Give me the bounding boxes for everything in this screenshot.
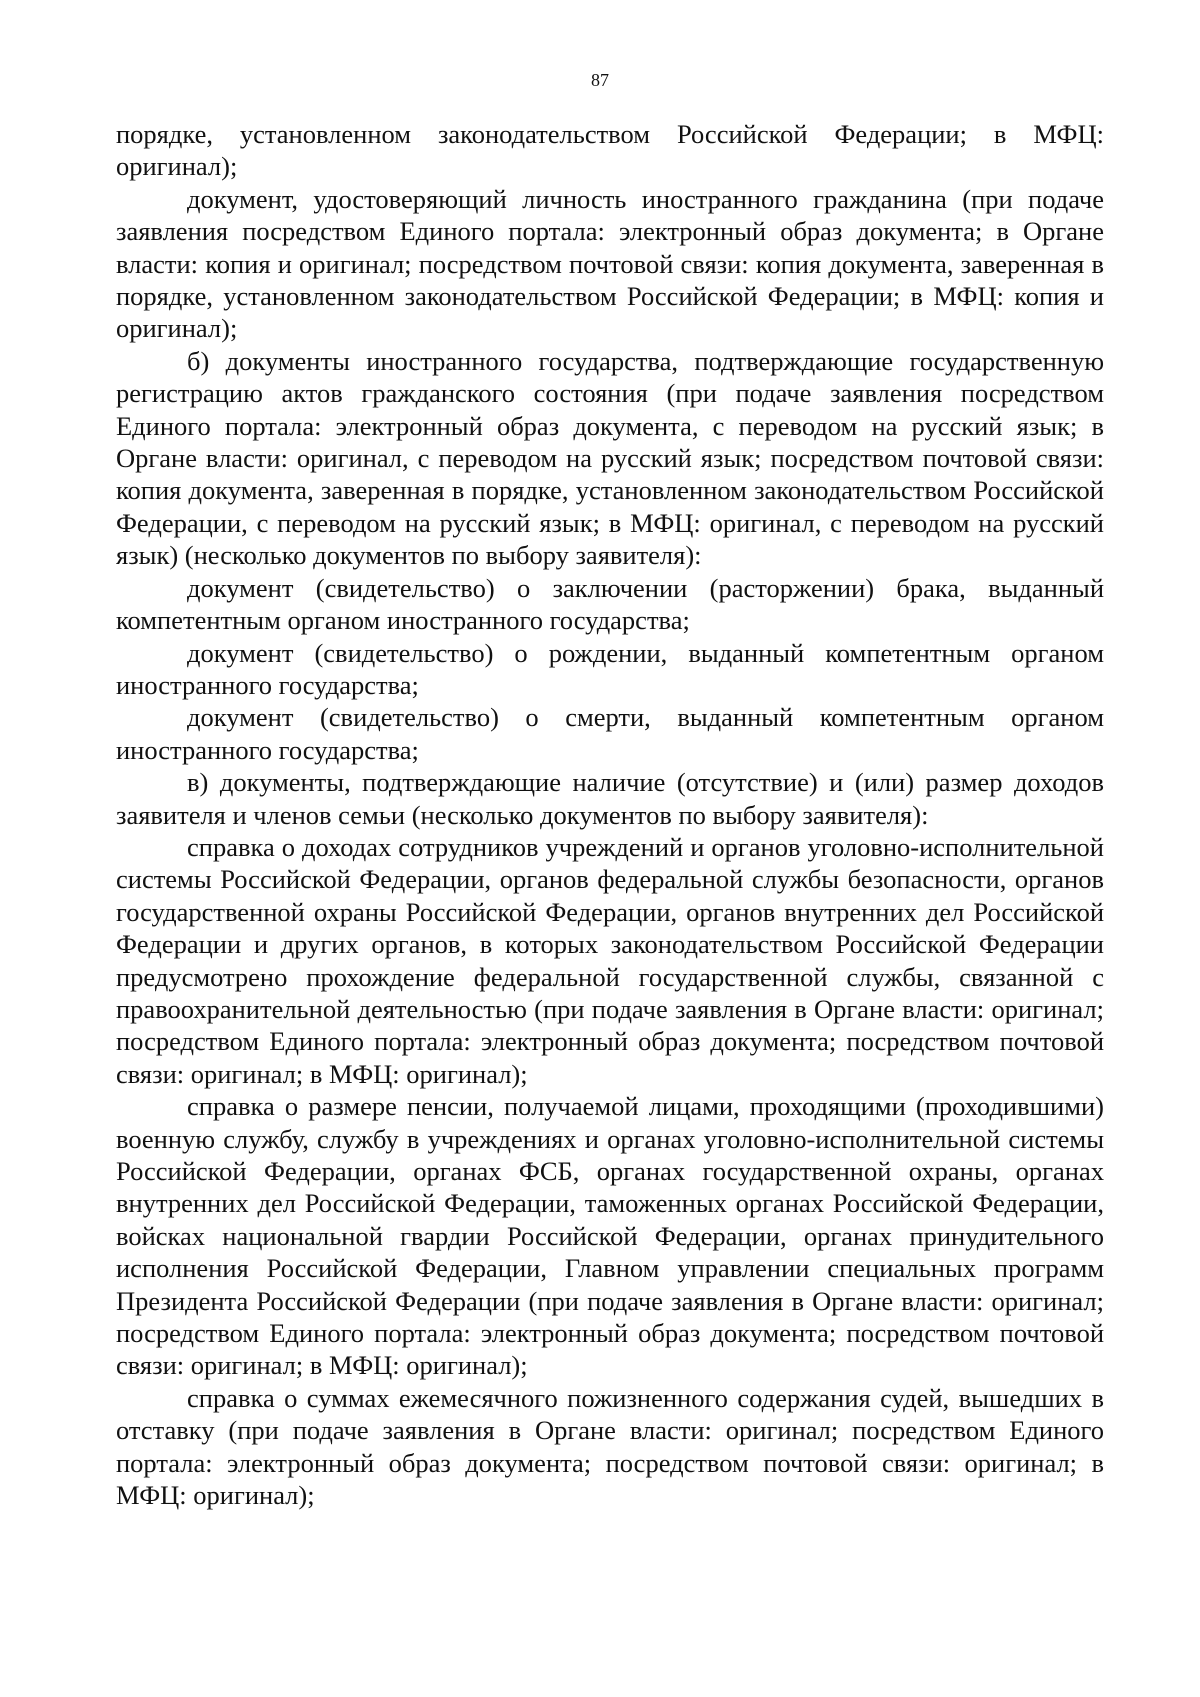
paragraph-marriage-certificate: документ (свидетельство) о заключении (расторжении) брака, выданный компетентным органом иностранного государства; bbox=[116, 572, 1104, 636]
paragraph-birth-certificate: документ (свидетельство) о рождении, выданный компетентным органом иностранного государства; bbox=[116, 637, 1104, 700]
paragraph-foreign-id-document: документ, удостоверяющий личность иностранного гражданина (при подаче заявления посредством Единого портала: электронный образ документа; в Органе власти: копия и оригинал; посредством почтовой связи: копия документа, заверенная в порядке, установленном законодательством Российской Федерации; в МФЦ: копия и оригинал); bbox=[116, 183, 1104, 344]
paragraph-income-certificate-officers: справка о доходах сотрудников учреждений и органов уголовно-исполнительной системы Российской Федерации, органов федеральной службы безопасности, органов государственной охраны Российской Федерации, органов внутренних дел Российской Федерации и других органов, в которых законодательством Российской Федерации предусмотрено прохождение федеральной государственной службы, связанной с правоохранительной деятельностью (при подаче заявления в Органе власти: оригинал; посредством Единого портала: электронный образ документа; посредством почтовой связи: оригинал; в МФЦ: оригинал); bbox=[116, 831, 1104, 1089]
paragraph-pension-certificate: справка о размере пенсии, получаемой лицами, проходящими (проходившими) военную службу, службу в учреждениях и органах уголовно-исполнительной системы Российской Федерации, органах ФСБ, органах государственной охраны, органах внутренних дел Российской Федерации, таможенных органах Российской Федерации, войсках национальной гвардии Российской Федерации, органах принудительного исполнения Российской Федерации, Главном управлении специальных программ Президента Российской Федерации (при подаче заявления в Органе власти: оригинал; посредством Единого портала: электронный образ документа; посредством почтовой связи: оригинал; в МФЦ: оригинал); bbox=[116, 1091, 1104, 1381]
paragraph-item-v-income-documents: в) документы, подтверждающие наличие (отсутствие) и (или) размер доходов заявителя и членов семьи (несколько документов по выбору заявителя): bbox=[116, 767, 1104, 830]
paragraph-continuation: порядке, установленном законодательством Российской Федерации; в МФЦ: оригинал); bbox=[116, 119, 1104, 182]
page-number: 87 bbox=[591, 70, 609, 90]
document-body bbox=[116, 118, 1104, 1511]
paragraph-death-certificate: документ (свидетельство) о смерти, выданный компетентным органом иностранного государства; bbox=[116, 702, 1104, 765]
paragraph-item-b-foreign-documents: б) документы иностранного государства, подтверждающие государственную регистрацию актов гражданского состояния (при подаче заявления посредством Единого портала: электронный образ документа, с переводом на русский язык; в Органе власти: оригинал, с переводом на русский язык; посредством почтовой связи: копия документа, заверенная в порядке, установленном законодательством Российской Федерации, с переводом на русский язык; в МФЦ: оригинал, с переводом на русский язык) (несколько документов по выбору заявителя): bbox=[116, 345, 1104, 571]
paragraph-judges-allowance-certificate: справка о суммах ежемесячного пожизненного содержания судей, вышедших в отставку (при подаче заявления в Органе власти: оригинал; посредством Единого портала: электронный образ документа; посредством почтовой связи: оригинал; в МФЦ: оригинал); bbox=[116, 1382, 1104, 1511]
